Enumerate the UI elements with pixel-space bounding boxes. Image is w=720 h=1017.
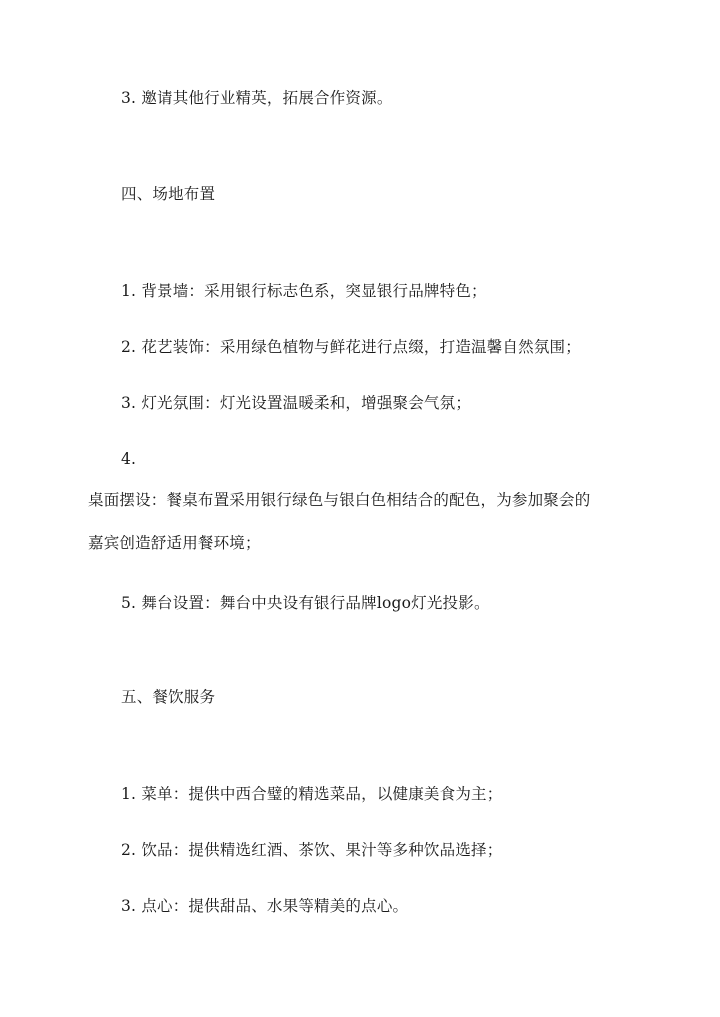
list-item-number-4: 4.: [121, 450, 137, 468]
list-item-table-setting-line2: 嘉宾创造舒适用餐环境；: [88, 534, 261, 552]
list-item-invite-elites: 3. 邀请其他行业精英，拓展合作资源。: [121, 89, 393, 107]
section-heading-venue-layout: 四、场地布置: [121, 185, 216, 203]
list-item-menu: 1. 菜单：提供中西合璧的精选菜品，以健康美食为主；: [121, 785, 503, 803]
list-item-drinks: 2. 饮品：提供精选红酒、茶饮、果汁等多种饮品选择；: [121, 841, 503, 859]
section-heading-catering: 五、餐饮服务: [121, 688, 216, 706]
list-item-background-wall: 1. 背景墙：采用银行标志色系，突显银行品牌特色；: [121, 282, 487, 300]
list-item-desserts: 3. 点心：提供甜品、水果等精美的点心。: [121, 897, 409, 915]
list-item-table-setting-line1: 桌面摆设：餐桌布置采用银行绿色与银白色相结合的配色，为参加聚会的: [88, 491, 591, 509]
list-item-floral-decoration: 2. 花艺装饰：采用绿色植物与鲜花进行点缀，打造温馨自然氛围；: [121, 338, 581, 356]
list-item-stage-setting: 5. 舞台设置：舞台中央设有银行品牌logo灯光投影。: [121, 594, 490, 612]
list-item-lighting: 3. 灯光氛围：灯光设置温暖柔和，增强聚会气氛；: [121, 394, 472, 412]
